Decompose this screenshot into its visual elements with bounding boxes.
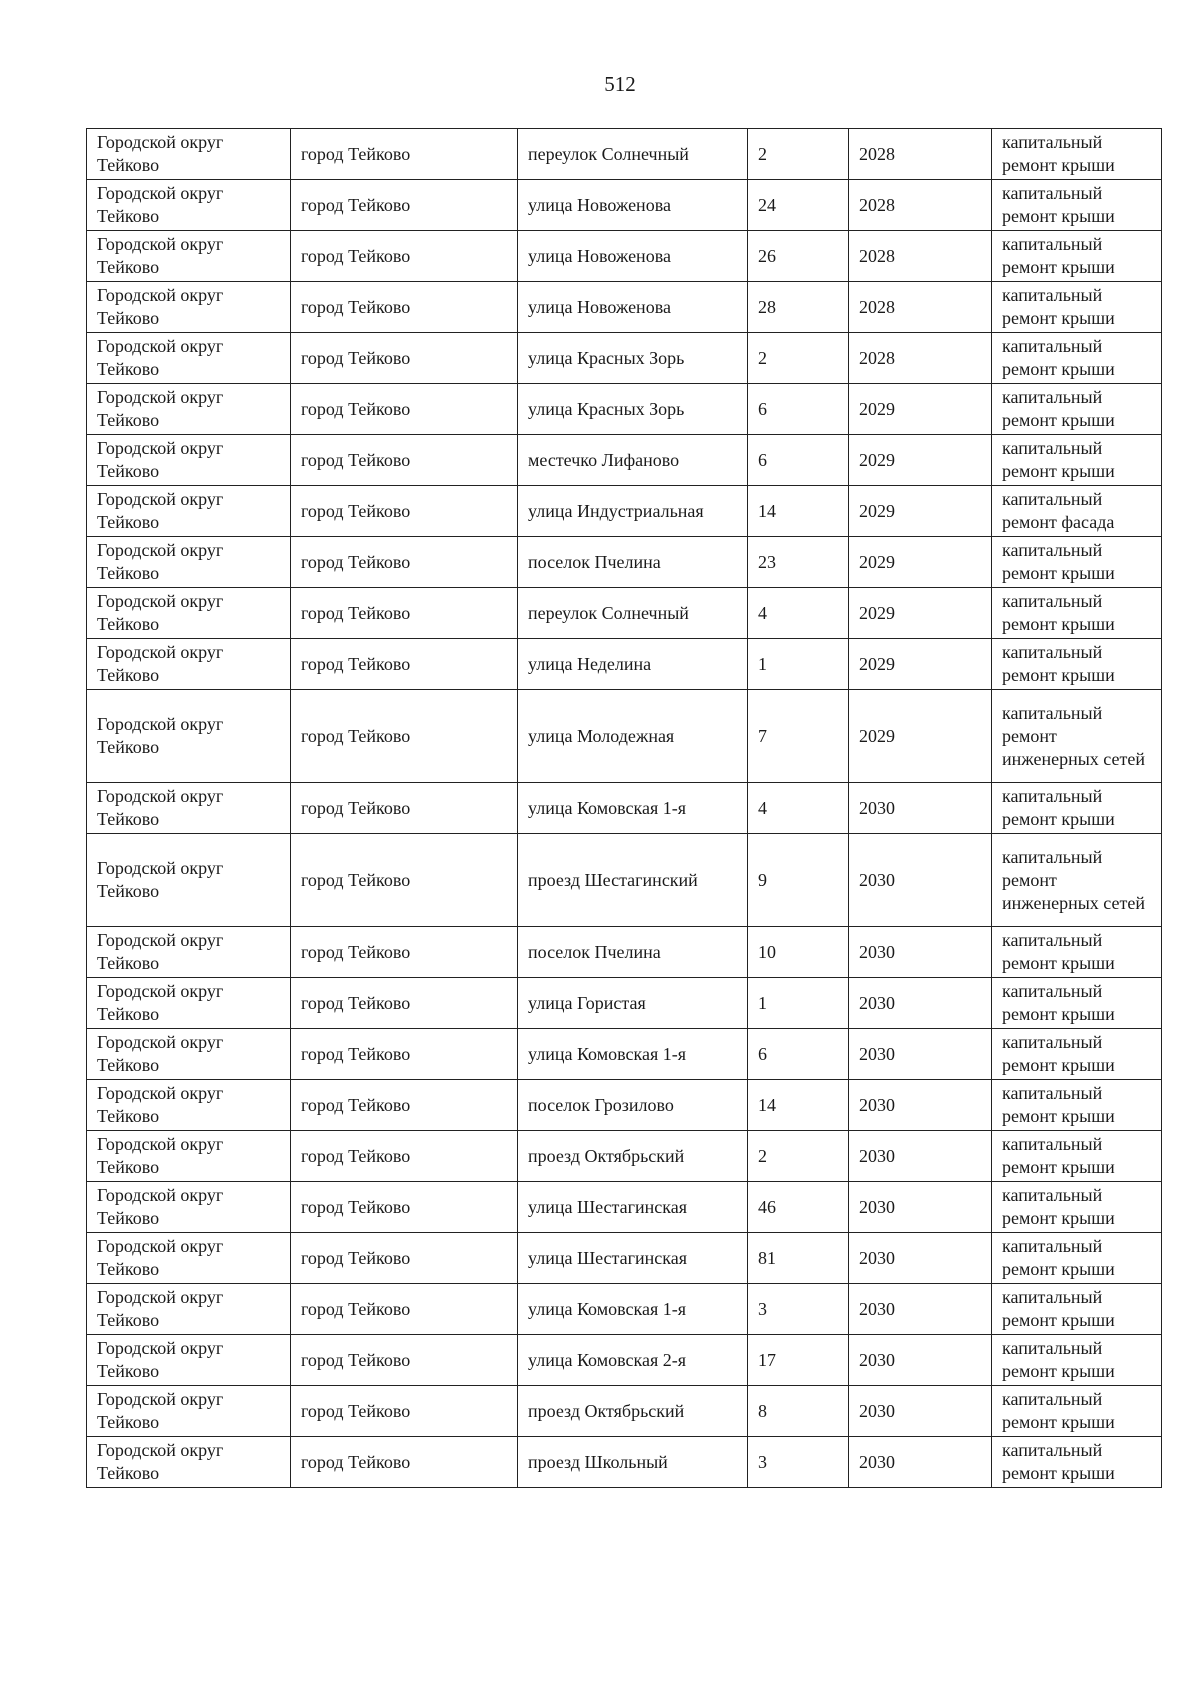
cell-year: 2029	[849, 690, 992, 783]
cell-house: 7	[748, 690, 849, 783]
cell-city: город Тейково	[291, 783, 518, 834]
cell-work: капитальный ремонт крыши	[992, 1386, 1162, 1437]
cell-year: 2030	[849, 1386, 992, 1437]
cell-work: капитальный ремонт крыши	[992, 537, 1162, 588]
cell-work: капитальный ремонт крыши	[992, 180, 1162, 231]
cell-house: 3	[748, 1437, 849, 1488]
cell-work: капитальный ремонт крыши	[992, 1182, 1162, 1233]
table-row	[87, 834, 1162, 927]
cell-house: 23	[748, 537, 849, 588]
cell-district: Городской округ Тейково	[87, 333, 291, 384]
cell-street: проезд Октябрьский	[518, 1131, 748, 1182]
cell-city: город Тейково	[291, 1080, 518, 1131]
cell-city: город Тейково	[291, 639, 518, 690]
cell-district: Городской округ Тейково	[87, 690, 291, 783]
cell-work: капитальный ремонт крыши	[992, 783, 1162, 834]
cell-house: 81	[748, 1233, 849, 1284]
cell-city: город Тейково	[291, 180, 518, 231]
cell-city: город Тейково	[291, 927, 518, 978]
cell-work: капитальный ремонт крыши	[992, 1284, 1162, 1335]
cell-city: город Тейково	[291, 1233, 518, 1284]
table-row	[87, 1335, 1162, 1386]
table-row	[87, 1233, 1162, 1284]
cell-work: капитальный ремонт крыши	[992, 927, 1162, 978]
cell-work: капитальный ремонт крыши	[992, 333, 1162, 384]
cell-house: 17	[748, 1335, 849, 1386]
cell-city: город Тейково	[291, 384, 518, 435]
table-row	[87, 1182, 1162, 1233]
cell-year: 2028	[849, 282, 992, 333]
cell-district: Городской округ Тейково	[87, 486, 291, 537]
table-row	[87, 1437, 1162, 1488]
cell-city: город Тейково	[291, 537, 518, 588]
cell-district: Городской округ Тейково	[87, 384, 291, 435]
table-row	[87, 639, 1162, 690]
cell-district: Городской округ Тейково	[87, 1335, 291, 1386]
cell-street: проезд Шестагинский	[518, 834, 748, 927]
cell-work: капитальный ремонт крыши	[992, 1029, 1162, 1080]
cell-house: 4	[748, 783, 849, 834]
cell-house: 28	[748, 282, 849, 333]
cell-city: город Тейково	[291, 282, 518, 333]
cell-street: улица Комовская 2-я	[518, 1335, 748, 1386]
cell-work: капитальный ремонт крыши	[992, 639, 1162, 690]
cell-work: капитальный ремонт крыши	[992, 1233, 1162, 1284]
cell-work: капитальный ремонт крыши	[992, 1131, 1162, 1182]
table-row	[87, 783, 1162, 834]
cell-district: Городской округ Тейково	[87, 537, 291, 588]
cell-district: Городской округ Тейково	[87, 282, 291, 333]
cell-district: Городской округ Тейково	[87, 1080, 291, 1131]
table-body	[87, 129, 1162, 1488]
cell-street: поселок Пчелина	[518, 537, 748, 588]
cell-street: улица Красных Зорь	[518, 384, 748, 435]
cell-work: капитальный ремонт крыши	[992, 282, 1162, 333]
table-row	[87, 978, 1162, 1029]
cell-city: город Тейково	[291, 588, 518, 639]
cell-work: капитальный ремонт крыши	[992, 1437, 1162, 1488]
cell-city: город Тейково	[291, 1182, 518, 1233]
cell-work: капитальный ремонт крыши	[992, 978, 1162, 1029]
cell-house: 14	[748, 486, 849, 537]
cell-street: улица Новоженова	[518, 231, 748, 282]
cell-district: Городской округ Тейково	[87, 1131, 291, 1182]
cell-house: 46	[748, 1182, 849, 1233]
cell-city: город Тейково	[291, 333, 518, 384]
cell-city: город Тейково	[291, 435, 518, 486]
cell-work: капитальный ремонт инженерных сетей	[992, 834, 1162, 927]
table-row	[87, 129, 1162, 180]
cell-city: город Тейково	[291, 1284, 518, 1335]
table-row	[87, 1284, 1162, 1335]
cell-house: 3	[748, 1284, 849, 1335]
cell-work: капитальный ремонт крыши	[992, 1335, 1162, 1386]
cell-year: 2028	[849, 180, 992, 231]
cell-district: Городской округ Тейково	[87, 1386, 291, 1437]
cell-house: 6	[748, 384, 849, 435]
table-row	[87, 180, 1162, 231]
cell-city: город Тейково	[291, 486, 518, 537]
table-row	[87, 333, 1162, 384]
cell-year: 2030	[849, 1335, 992, 1386]
cell-city: город Тейково	[291, 834, 518, 927]
cell-house: 4	[748, 588, 849, 639]
cell-street: поселок Грозилово	[518, 1080, 748, 1131]
cell-city: город Тейково	[291, 1335, 518, 1386]
cell-city: город Тейково	[291, 1386, 518, 1437]
cell-year: 2030	[849, 978, 992, 1029]
cell-street: переулок Солнечный	[518, 129, 748, 180]
cell-year: 2030	[849, 1182, 992, 1233]
cell-year: 2030	[849, 1284, 992, 1335]
cell-work: капитальный ремонт фасада	[992, 486, 1162, 537]
cell-city: город Тейково	[291, 1029, 518, 1080]
table-row	[87, 1080, 1162, 1131]
cell-work: капитальный ремонт крыши	[992, 384, 1162, 435]
cell-work: капитальный ремонт крыши	[992, 231, 1162, 282]
repair-schedule-table	[86, 128, 1162, 1488]
cell-district: Городской округ Тейково	[87, 783, 291, 834]
table-row	[87, 1386, 1162, 1437]
cell-district: Городской округ Тейково	[87, 129, 291, 180]
cell-district: Городской округ Тейково	[87, 1233, 291, 1284]
cell-house: 1	[748, 978, 849, 1029]
cell-year: 2030	[849, 783, 992, 834]
cell-year: 2030	[849, 1080, 992, 1131]
cell-street: улица Красных Зорь	[518, 333, 748, 384]
cell-street: улица Комовская 1-я	[518, 1029, 748, 1080]
cell-district: Городской округ Тейково	[87, 1284, 291, 1335]
cell-year: 2028	[849, 129, 992, 180]
cell-house: 2	[748, 333, 849, 384]
table-row	[87, 282, 1162, 333]
cell-work: капитальный ремонт крыши	[992, 129, 1162, 180]
cell-district: Городской округ Тейково	[87, 588, 291, 639]
cell-house: 24	[748, 180, 849, 231]
cell-work: капитальный ремонт крыши	[992, 588, 1162, 639]
cell-city: город Тейково	[291, 231, 518, 282]
cell-street: проезд Школьный	[518, 1437, 748, 1488]
cell-street: улица Комовская 1-я	[518, 1284, 748, 1335]
cell-street: улица Комовская 1-я	[518, 783, 748, 834]
cell-year: 2028	[849, 231, 992, 282]
cell-street: улица Индустриальная	[518, 486, 748, 537]
cell-street: улица Шестагинская	[518, 1182, 748, 1233]
cell-street: улица Шестагинская	[518, 1233, 748, 1284]
cell-year: 2030	[849, 1437, 992, 1488]
table-row	[87, 435, 1162, 486]
cell-district: Городской округ Тейково	[87, 927, 291, 978]
cell-house: 14	[748, 1080, 849, 1131]
cell-district: Городской округ Тейково	[87, 978, 291, 1029]
cell-city: город Тейково	[291, 690, 518, 783]
cell-year: 2030	[849, 1131, 992, 1182]
cell-street: улица Гористая	[518, 978, 748, 1029]
cell-house: 2	[748, 129, 849, 180]
table-row	[87, 690, 1162, 783]
cell-city: город Тейково	[291, 129, 518, 180]
cell-street: улица Молодежная	[518, 690, 748, 783]
cell-year: 2030	[849, 1233, 992, 1284]
cell-house: 10	[748, 927, 849, 978]
cell-district: Городской округ Тейково	[87, 834, 291, 927]
table-row	[87, 384, 1162, 435]
page-number: 512	[604, 72, 636, 96]
cell-street: поселок Пчелина	[518, 927, 748, 978]
cell-work: капитальный ремонт крыши	[992, 1080, 1162, 1131]
cell-district: Городской округ Тейково	[87, 1182, 291, 1233]
cell-city: город Тейково	[291, 1131, 518, 1182]
cell-house: 6	[748, 435, 849, 486]
cell-work: капитальный ремонт инженерных сетей	[992, 690, 1162, 783]
cell-year: 2030	[849, 834, 992, 927]
table-row	[87, 1029, 1162, 1080]
cell-year: 2029	[849, 537, 992, 588]
cell-city: город Тейково	[291, 978, 518, 1029]
cell-house: 26	[748, 231, 849, 282]
cell-work: капитальный ремонт крыши	[992, 435, 1162, 486]
cell-year: 2029	[849, 588, 992, 639]
cell-house: 1	[748, 639, 849, 690]
cell-house: 9	[748, 834, 849, 927]
table-row	[87, 927, 1162, 978]
cell-district: Городской округ Тейково	[87, 1437, 291, 1488]
cell-street: улица Неделина	[518, 639, 748, 690]
cell-street: улица Новоженова	[518, 282, 748, 333]
cell-year: 2030	[849, 927, 992, 978]
cell-year: 2030	[849, 1029, 992, 1080]
table-row	[87, 1131, 1162, 1182]
cell-district: Городской округ Тейково	[87, 231, 291, 282]
cell-street: улица Новоженова	[518, 180, 748, 231]
cell-street: переулок Солнечный	[518, 588, 748, 639]
cell-year: 2029	[849, 639, 992, 690]
table-row	[87, 231, 1162, 282]
cell-district: Городской округ Тейково	[87, 435, 291, 486]
cell-street: местечко Лифаново	[518, 435, 748, 486]
cell-district: Городской округ Тейково	[87, 639, 291, 690]
cell-house: 8	[748, 1386, 849, 1437]
cell-year: 2029	[849, 435, 992, 486]
table-row	[87, 588, 1162, 639]
cell-district: Городской округ Тейково	[87, 180, 291, 231]
table-row	[87, 486, 1162, 537]
cell-year: 2029	[849, 384, 992, 435]
cell-street: проезд Октябрьский	[518, 1386, 748, 1437]
cell-district: Городской округ Тейково	[87, 1029, 291, 1080]
cell-year: 2029	[849, 486, 992, 537]
table-row	[87, 537, 1162, 588]
cell-house: 6	[748, 1029, 849, 1080]
cell-city: город Тейково	[291, 1437, 518, 1488]
cell-year: 2028	[849, 333, 992, 384]
cell-house: 2	[748, 1131, 849, 1182]
